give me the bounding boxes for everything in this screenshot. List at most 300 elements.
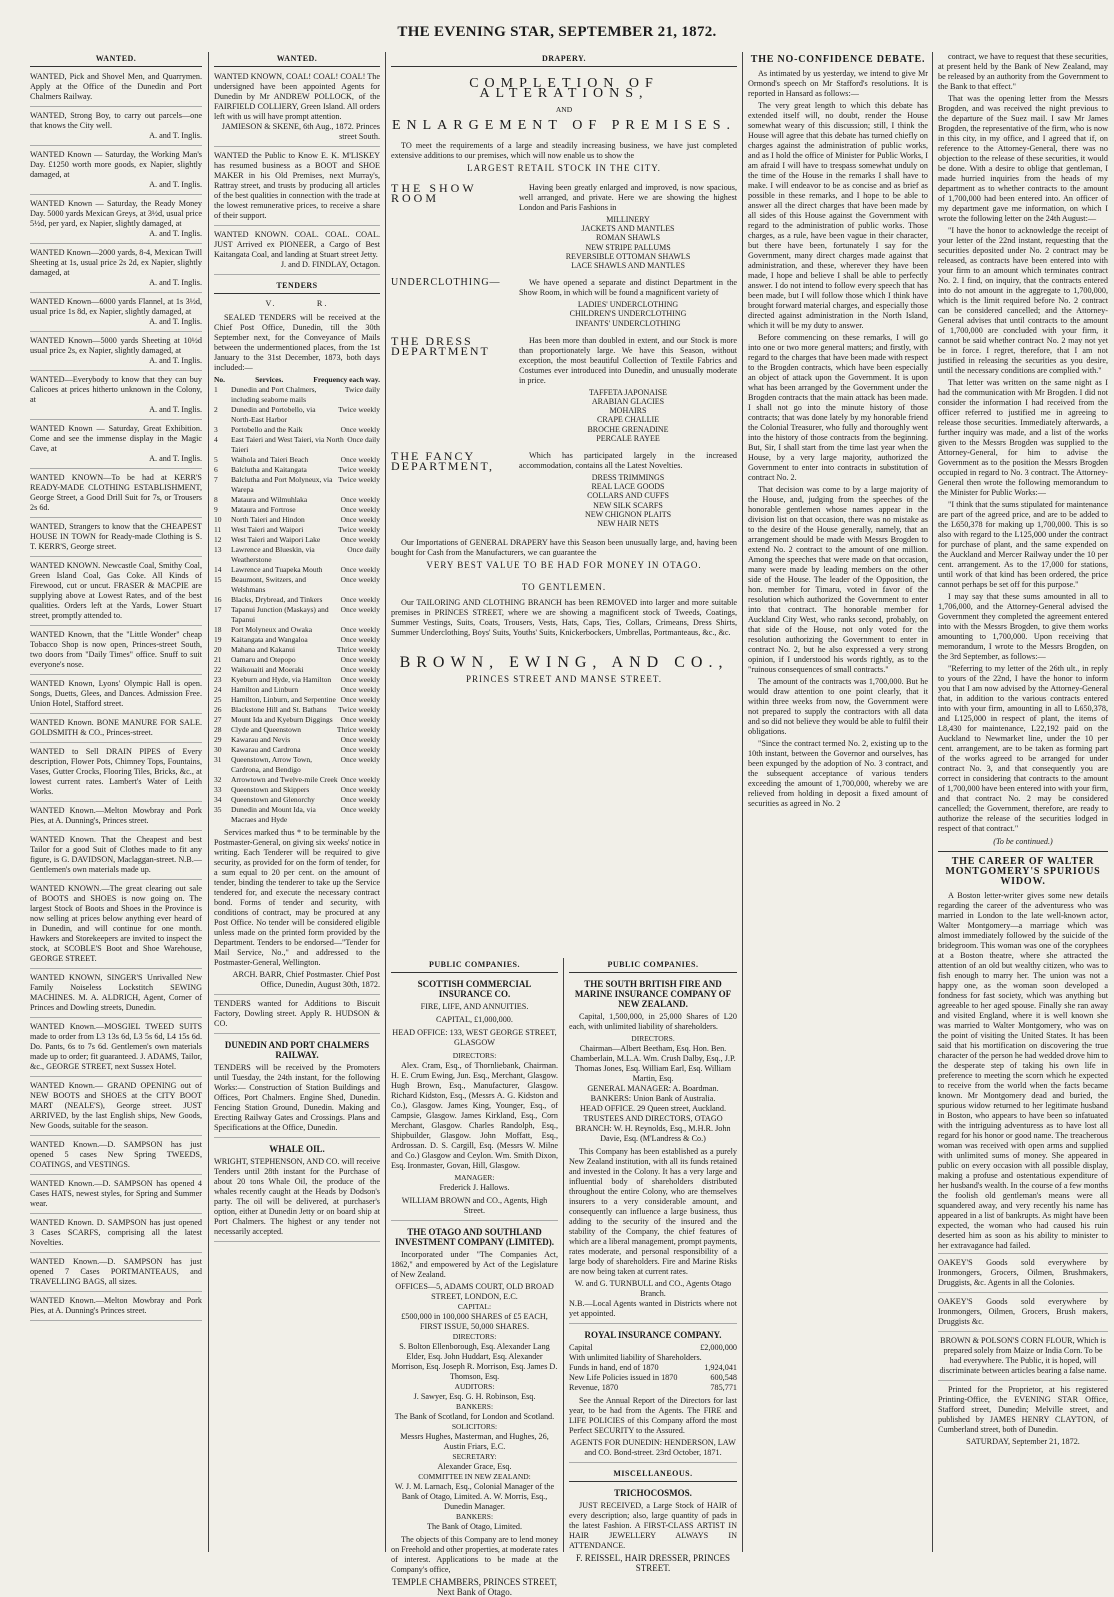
mail-service: Hamilton, Linburn, and Serpentine bbox=[231, 695, 336, 704]
mail-service: Mount Ida and Kyeburn Diggings bbox=[231, 715, 333, 724]
classified-ad bbox=[30, 297, 202, 332]
mail-no: 9 bbox=[214, 505, 218, 514]
royal-value: 600,548 bbox=[710, 1373, 737, 1382]
ad-text: WANTED Known, Lyons' Olympic Hall is open. Songs, Duetts, Glees, and Dances. Admission Free. Union Hotel, Stafford street. bbox=[30, 679, 202, 708]
mail-row bbox=[214, 515, 380, 525]
ad-text: WANTED Known.—MOSGIEL TWEED SUITS made to order from L3 13s 6d, L3 5s 6d, L4 15s 6d. Do. Pants, 6s to 7s 6d. Gentlemen's own materials made up to order; fit guaranteed. J. ADAMS, Tailor, &c., GEORGE STREET, next Sussex Hotel. bbox=[30, 1022, 202, 1071]
ad-text: WANTED, Strong Boy, to carry out parcels—one that knows the City well. bbox=[30, 111, 202, 130]
imprint: Printed for the Proprietor, at his registered Printing-Office, the EVENING STAR Office, Stafford street, Dunedin; Melville street, and published by JAMES HENRY CLAYTON, of Cumberland street, both of Dunedin. bbox=[938, 1385, 1108, 1434]
mail-service: Queenstown, Arrow Town, Cardrona, and Bendigo bbox=[231, 755, 312, 774]
mail-row bbox=[214, 475, 380, 495]
mail-no: 7 bbox=[214, 475, 218, 484]
dress-text: Has been more than doubled in extent, and our Stock is more than proportionately large. We have this Season, without exception, the most beautiful Collection of Textile Fabrics and Costumes ever introduced into Dunedin, and unusually moderate in price. bbox=[519, 335, 737, 385]
firm-address: PRINCES STREET AND MANSE STREET. bbox=[466, 674, 662, 685]
mail-no: 12 bbox=[214, 535, 222, 544]
classified-ad bbox=[30, 111, 202, 146]
article-paragraph: "I think that the sums stipulated for maintenance are part of the agreed price, and are to be added to the L650,378 for making up 1,700,000. This is so also with regard to the L125,000 under the contract for purchase of plant, and the same expended on the Auckland and Mercer Railway under the 10 per cent. arrangement. As to the 17,000 for stations, until work of that kind has been ordered, the price cannot perhaps be set off for this purpose." bbox=[938, 500, 1108, 589]
mail-frequency: Once weekly bbox=[340, 455, 380, 464]
ad-text: WANTED Known.—D. SAMPSON has just opened 7 Cases PORTMANTEAUS, and TRAVELLING BAGS, all sizes. bbox=[30, 1257, 202, 1286]
mail-no: 26 bbox=[214, 705, 222, 714]
mail-no: 29 bbox=[214, 735, 222, 744]
mail-row bbox=[214, 715, 380, 725]
mail-row bbox=[214, 535, 380, 545]
otago-bankers-label: BANKERS: bbox=[455, 1402, 494, 1411]
column-rule bbox=[208, 52, 209, 1552]
classified-ad bbox=[30, 199, 202, 244]
mail-row bbox=[214, 785, 380, 795]
article-paragraph: Before commencing on these remarks, I will go into one or two more general matters; and firstly, with regard to the charges that have been made with respect to the Brogden contracts, which have been especially an object of attack upon the Government. It is upon what has been arranged by the Government under the Brogden contracts that the main attack has been made. I shall not go into the minute history of those contracts; that was done lately by my honorable friend the Colonial Treasurer, who fully and thoroughly went into the history of those contracts from the beginning. But, Sir, I shall start from the time last year when the House, by a very large majority, authorized the Government to enter into contracts in substitution of contract No. 2. bbox=[748, 333, 928, 482]
fancy-title: THE FANCY DEPARTMENT, bbox=[391, 449, 494, 474]
mail-header-frequency: Frequency each way. bbox=[313, 375, 380, 384]
miscellaneous-header: MISCELLANEOUS. bbox=[569, 1467, 737, 1482]
classified-ad bbox=[30, 630, 202, 675]
south-british-capital: Capital, 1,500,000, in 25,000 Shares of L20 each, with unlimited liability of shareholders. bbox=[569, 1012, 737, 1031]
otago-auditors-label: AUDITORS: bbox=[454, 1382, 495, 1391]
ad-signature: J. and D. FINDLAY, Octagon. bbox=[280, 260, 380, 269]
ad-text: WANTED—Everybody to know that they can buy Calicoes at prices hitherto unknown in the Colony, at bbox=[30, 375, 202, 404]
trichocosmos-sign: F. REISSEL, HAIR DRESSER, PRINCES STREET. bbox=[575, 1553, 731, 1573]
showroom-title: THE SHOW ROOM bbox=[391, 181, 477, 205]
classified-ad bbox=[30, 747, 202, 802]
mail-frequency: Once weekly bbox=[340, 505, 380, 514]
ad-text: WANTED Known — Saturday, Great Exhibition. Come and see the immense display in the Magic Cave, at bbox=[30, 424, 202, 453]
mail-service: Mataura and Fortrose bbox=[231, 505, 296, 514]
mail-frequency: Once daily bbox=[347, 545, 380, 554]
underclothing-item: CHILDREN'S UNDERCLOTHING bbox=[569, 309, 687, 319]
mail-no: 8 bbox=[214, 495, 218, 504]
south-british-note: N.B.—Local Agents wanted in Districts where not yet appointed. bbox=[569, 1299, 737, 1324]
mail-no: 21 bbox=[214, 655, 222, 664]
fancy-item: REAL LACE GOODS bbox=[591, 482, 665, 492]
mail-row bbox=[214, 755, 380, 775]
otago-committee: W. J. M. Larnach, Esq., Colonial Manager of the Bank of Otago, Limited. A. W. Morris, Esq., Dunedin Manager. bbox=[394, 1482, 555, 1511]
mail-frequency: Once weekly bbox=[340, 665, 380, 674]
mail-frequency: Once weekly bbox=[340, 755, 380, 764]
otago-directors: S. Bolton Ellenborough, Esq. Alexander Lang Elder, Esq. John Huddart, Esq. Alexander Morrison, Esq. Joseph R. Morrison, Esq. James D. Thomson, Esq. bbox=[391, 1342, 558, 1381]
dress-item: PERCALE RAYEE bbox=[596, 433, 660, 443]
article-paragraph: The very great length to which this debate has extended itself will, no doubt, render the House somewhat weary of this discussion; still, I think the House will agree that this debate has turned chiefly on charges against the administration of public works, and as I hold the office of Minister for Public Works, I am afraid I will have to trespass somewhat unduly on the time of the House in the remarks I shall have to make. I will endeavor to be as concise and as brief as possible in these remarks, and I hope to be able to answer all the direct charges that have been made by all sides of this House against the Government with regard to the administration of public works. Those charges, as a rule, have been vague in their character, but there have been, fortunately I say for the Government, many direct charges made against that administration, and these, wherever they have been made, I hope and believe I shall be able to perfectly answer. I do not intend to follow every speech that has been made, but I will follow those which I think have brought forward material charges, and especially those directed against administration in the North Island, which it will be my duty to answer. bbox=[748, 101, 928, 330]
classified-ad bbox=[30, 835, 202, 880]
fancy-item: DRESS TRIMMINGS bbox=[591, 473, 665, 483]
mail-service: Tapanui Junction (Maskays) and Tapanui bbox=[231, 605, 329, 624]
masthead: THE EVENING STAR, SEPTEMBER 21, 1872. bbox=[397, 24, 717, 40]
mail-row bbox=[214, 525, 380, 535]
otago-title: THE OTAGO AND SOUTHLAND INVESTMENT COMPANY (LIMITED). bbox=[394, 1227, 555, 1247]
otago-bankers2-label: BANKERS: bbox=[455, 1512, 494, 1521]
ad-text: WANTED Known — Saturday, the Ready Money Day. 5000 yards Mexican Greys, at 3½d, usual price 5½d, per yard, ex Napier, slightly damaged, at bbox=[30, 199, 202, 228]
article-paragraph: "Referring to my letter of the 26th ult., in reply to yours of the 22nd, I have the honor to inform you that I am now advised by the Attorney-General that, in addition to the various contracts entered into with your firm, amounting in all to L650,378, and L125,000 in respect of plant, the items of L8,430 for maintenance, L22,192 paid on the Auckland to Newmarket line, under the 10 per cent. arrangement, are to be taken as forming part of the works agreed to be arranged for under contract No. 3, and that consequently you are correct in considering that contracts to the amount of 1,700,000 have been entered into with your firm, and that contract No. 2 may be considered cancelled; the Government, therefore, are ready to authorize the release of the securities lodged in respect of that contract." bbox=[938, 664, 1108, 833]
ad-text: WANTED Known.—Melton Mowbray and Pork Pies, at A. Dunning's, Princes street. bbox=[30, 806, 202, 825]
mail-service: Kyeburn and Hyde, via Hamilton bbox=[231, 675, 332, 684]
ad-signature: A. and T. Inglis. bbox=[149, 229, 202, 238]
dress-item: MOHAIRS bbox=[609, 406, 647, 416]
royal-figures bbox=[569, 1343, 737, 1393]
showroom-item: ROMAN SHAWLS bbox=[595, 233, 661, 243]
dress-item: CRAPE CHALLIE bbox=[597, 415, 659, 425]
mail-table bbox=[214, 385, 380, 825]
whale-title: WHALE OIL. bbox=[269, 1144, 325, 1154]
mail-no: 1 bbox=[214, 385, 218, 394]
south-british-head: HEAD OFFICE. 29 Queen street, Auckland. bbox=[580, 1104, 726, 1113]
oakey-ad-2: OAKEY'S Goods sold everywhere by Ironmongers, Oilmen, Grocers, Brush makers, Druggists &c. bbox=[938, 1297, 1108, 1332]
mail-row bbox=[214, 645, 380, 655]
royal-arms-caption: V. R. bbox=[265, 299, 329, 308]
ad-text: WANTED Known—5000 yards Sheeting at 10½d usual price 2s, ex Napier, slightly damaged, at bbox=[30, 336, 202, 355]
otago-solicitors: Messrs Hughes, Masterman, and Hughes, 26, Austin Friars, E.C. bbox=[400, 1432, 549, 1451]
ad-text: WANTED KNOWN.—The great clearing out sale of BOOTS and SHOES is now going on. The largest Stock of Boots and Shoes in the Province is now selling at prices below anything ever heard of in Dunedin, and will continue for one month. Hawkers and Storekeepers are invited to inspect the stock, at SCOBLE'S Boot and Shoe Warehouse, GEORGE STREET. bbox=[30, 884, 202, 963]
mail-row bbox=[214, 465, 380, 475]
mail-header-no: No. bbox=[214, 375, 226, 384]
article-paragraph: "I have the honor to acknowledge the receipt of your letter of the 22nd instant, requesting that the securities deposited under No. 2 contract may be released, as contracts have been entered into with your firm to an amount which terminates contract No. 2. I find, on inquiry, that the contracts entered into do not amount in the aggregate to 1,700,000, which is the limit required before No. 2 contract can be considered cancelled; and the Attorney-General advises that until contracts to the amount of 1,700,000 are concluded with your firm, it cannot be said whether contract No. 2 may not yet be in force. I regret, therefore, that I am not justified in releasing the securities as you desire, until the necessary conditions are complied with." bbox=[938, 226, 1108, 375]
mail-no: 32 bbox=[214, 775, 222, 784]
classified-ad bbox=[214, 230, 380, 275]
classified-ad bbox=[30, 1022, 202, 1077]
otago-office: OFFICES—5, ADAMS COURT, OLD BROAD STREET, LONDON, E.C. bbox=[395, 1282, 554, 1301]
mail-no: 25 bbox=[214, 695, 222, 704]
public-companies-right bbox=[569, 958, 737, 1573]
article-continuation bbox=[938, 52, 1108, 834]
mail-no: 35 bbox=[214, 805, 222, 814]
mail-frequency: Once weekly bbox=[340, 635, 380, 644]
otago-auditors: J. Sawyer, Esq. G. H. Robinson, Esq. bbox=[413, 1392, 536, 1401]
mail-service: Blackstone Hill and St. Bathans bbox=[231, 705, 327, 714]
column-continuation bbox=[938, 52, 1108, 1552]
mail-no: 15 bbox=[214, 575, 222, 584]
mail-no: 18 bbox=[214, 625, 222, 634]
underclothing-body bbox=[519, 278, 737, 328]
ad-text: WANTED Known, that the "Little Wonder" cheap Tobacco Shop is now open, Princes-street South, two doors from "Daily Times" office. Snuff to suit everyone's nose. bbox=[30, 630, 202, 669]
mail-row bbox=[214, 735, 380, 745]
ad-text: WANTED Known — Saturday, the Working Man's Day. £1250 worth more goods, ex Napier, slightly damaged, at bbox=[30, 150, 202, 179]
dress-item: BROCHE GRENADINE bbox=[587, 424, 669, 434]
career-title: THE CAREER OF WALTER MONTGOMERY'S SPURIOUS WIDOW. bbox=[945, 856, 1101, 887]
scottish-title: SCOTTISH COMMERCIAL INSURANCE CO. bbox=[417, 979, 532, 999]
scottish-agents: WILLIAM BROWN and CO., Agents, High Street. bbox=[391, 1196, 558, 1221]
mail-service: East Taieri and West Taieri, via North Taieri bbox=[231, 435, 344, 454]
mail-row bbox=[214, 665, 380, 675]
article-paragraph: That decision was come to by a large majority of the House, and, judging from the speeches of the honorable gentlemen whose names appear in the division list on that occasion, there was no mistake as to the desire of the House generally, namely, that an arrangement should be made with Messrs Brogden to extend No. 2 contract to the amount of one million. Among the speeches that were made on that occasion, many were made by leading members on the other side of the House. The leader of the Opposition, the hon. member for Timaru, voted in favor of the resolution which authorized the Government to enter into that contract. The honorable member for Auckland City West, who ranks second, probably, on that side of the House, not only voted for the resolution authorizing the Government to enter in contract No. 2, but he also expressed a very strong opinion, if I understood his words rightly, as to the "ruinous consequences of small contracts." bbox=[748, 485, 928, 674]
article-paragraph: That letter was written on the same night as I had the communication with Mr Brogden. I did not consider the information I had received from the officer referred to justified me in agreeing to release those securities. Immediately afterwards, a further inquiry was made, and a list of the works given to the Messrs Brogden was supplied to the Attorney-General, for him to advise the Government as to the position the Messrs Brogden occupied in regard to No. 3 contract. The Attorney-General then wrote the following memorandum to the Minister for Public Works:— bbox=[938, 378, 1108, 497]
scottish-directors-label: DIRECTORS: bbox=[452, 1051, 497, 1060]
royal-title: ROYAL INSURANCE COMPANY. bbox=[584, 1330, 722, 1340]
fancy-block bbox=[391, 451, 737, 528]
ad-signature: A. and T. Inglis. bbox=[149, 454, 202, 463]
otago-secretary-label: SECRETARY: bbox=[452, 1452, 497, 1461]
mail-intro: SEALED TENDERS will be received at the Chief Post Office, Dunedin, till the 30th September next, for the Conveyance of Mails between the undermentioned places, from the 1st January to the 31st December, 1873, both days included:— bbox=[214, 313, 380, 372]
drapery-advert bbox=[391, 52, 737, 957]
mail-row bbox=[214, 405, 380, 425]
classified-ad bbox=[30, 561, 202, 626]
mail-row bbox=[214, 775, 380, 785]
mail-service: Mahana and Kakanui bbox=[231, 645, 296, 654]
south-british-trustees: TRUSTEES AND DIRECTORS, OTAGO BRANCH: W. H. Reynolds, Esq., M.H.R. John Davie, Esq. (M'Landress & Co.) bbox=[575, 1114, 731, 1143]
whale-text: WRIGHT, STEPHENSON, AND CO. will receive Tenders until 28th instant for the Purchase of about 20 tons Whale Oil, the produce of the whales recently caught at the Heads by Dodson's party. The oil will be delivered, at purchaser's option, either at Dunedin Jetty or on board ship at Port Chalmers. The highest or any tender not necessarily accepted. bbox=[214, 1157, 380, 1242]
article-body bbox=[748, 69, 928, 809]
mail-service: Arrowtown and Twelve-mile Creek bbox=[231, 775, 338, 784]
mail-service: Dunedin and Mount Ida, via Macraes and Hyde bbox=[231, 805, 316, 824]
mail-service: Kaitangata and Wangaloa bbox=[231, 635, 308, 644]
mail-no: 4 bbox=[214, 435, 218, 444]
ad-text: WANTED Known.—D. SAMPSON has just opened 5 cases New Spring TWEEDS, COATINGS, and VESTINGS. bbox=[30, 1140, 202, 1169]
column-wanted-2 bbox=[214, 52, 380, 1552]
section-header: DRAPERY. bbox=[391, 52, 737, 67]
mail-no: 17 bbox=[214, 605, 222, 614]
railway-text: TENDERS will be received by the Promoters until Tuesday, the 24th instant, for the following Works:— Construction of Station Buildings and Offices, Port Chalmers. Engine Shed, Dunedin. Fencing Station Ground, Dunedin. Making and Erecting Railway Gates and Crossings. Plans and Specifications at the Office, Dunedin. bbox=[214, 1063, 380, 1138]
ad-text: WANTED Known—6000 yards Flannel, at 1s 3½d, usual price 1s 8d, ex Napier, slightly damaged, at bbox=[30, 297, 202, 316]
tenders-header: TENDERS bbox=[214, 279, 380, 294]
showroom-item: MILLINERY bbox=[606, 215, 650, 224]
classified-ad bbox=[30, 150, 202, 195]
mail-no: 27 bbox=[214, 715, 222, 724]
classified-ad bbox=[30, 336, 202, 371]
ad-signature: A. and T. Inglis. bbox=[149, 405, 202, 414]
underclothing-items bbox=[519, 300, 737, 328]
mail-frequency: Once weekly bbox=[340, 795, 380, 804]
imports-big: VERY BEST VALUE TO BE HAD FOR MONEY IN OTAGO. bbox=[426, 560, 702, 571]
royal-label: Funds in hand, end of 1870 bbox=[569, 1363, 659, 1372]
south-british-title: THE SOUTH BRITISH FIRE AND MARINE INSURANCE COMPANY OF NEW ZEALAND. bbox=[574, 979, 732, 1009]
mail-service: Clyde and Queenstown bbox=[231, 725, 301, 734]
mail-no: 20 bbox=[214, 645, 222, 654]
mail-no: 34 bbox=[214, 795, 222, 804]
royal-label: Revenue, 1870 bbox=[569, 1383, 619, 1392]
mail-no: 10 bbox=[214, 515, 222, 524]
mail-frequency: Once weekly bbox=[340, 425, 380, 434]
oakey-ad-1: OAKEY'S Goods sold everywhere by Ironmongers, Grocers, Oilmen, Brushmakers, Druggists, &c. Agents in all the Colonies. bbox=[938, 1253, 1108, 1293]
mail-row bbox=[214, 695, 380, 705]
gents-text: Our TAILORING AND CLOTHING BRANCH has been REMOVED into larger and more suitable premises in PRINCES STREET, where we are showing a magnificent stock of Tweeds, Coatings, Summer Vestings, Suits, Coats, Trousers, Vests, Hats, Caps, Ties, Collars, Crimeans, Dress Shirts, Summer Underclothing, Boys' Suits, Youths' Suits, Knickerbockers, Umbrellas, Portmanteaus, &c., &c. bbox=[391, 598, 737, 638]
article-paragraph: As intimated by us yesterday, we intend to give Mr Ormond's speech on Mr Stafford's resolutions. It is reported in Hansard as follows:— bbox=[748, 69, 928, 98]
showroom-item: REVERSIBLE OTTOMAN SHAWLS bbox=[565, 251, 691, 261]
column-rule bbox=[385, 52, 386, 1552]
ad-text: WANTED the Public to Know E. K. M'LISKEY has resumed business as a BOOT and SHOE MAKER in his Old Premises, next Murray's, Rattray street, and trusts by producing all articles of the best qualities in connection with the trade at the lowest remunerative prices, to receive a share of their support. bbox=[214, 151, 380, 220]
classified-ad bbox=[30, 1179, 202, 1214]
ad-signature: A. and T. Inglis. bbox=[149, 278, 202, 287]
section-header: PUBLIC COMPANIES. bbox=[391, 958, 558, 973]
mail-frequency: Once daily bbox=[347, 435, 380, 444]
mail-row bbox=[214, 605, 380, 625]
classified-ad bbox=[30, 679, 202, 714]
article-paragraph: I may say that these sums amounted in all to 1,706,000, and the Attorney-General advised the Government they completed the agreement entered into with the Messrs Brogden, to give them works amounting to 1,700,000. Upon receiving that memorandum, I wrote to the Messrs Brogden, on the 3rd September, as follows:— bbox=[938, 592, 1108, 661]
mail-row bbox=[214, 595, 380, 605]
trichocosmos-text: JUST RECEIVED, a Large Stock of HAIR of every description; also, large quantity of pads in the latest Fashion. A FIRST-CLASS ARTIST IN HAIR JEWELLERY ALWAYS IN ATTENDANCE. bbox=[569, 1501, 737, 1550]
mail-row bbox=[214, 425, 380, 435]
continued-note: (To be continued.) bbox=[938, 837, 1108, 852]
mail-row bbox=[214, 685, 380, 695]
mail-row bbox=[214, 455, 380, 465]
mail-row bbox=[214, 505, 380, 515]
mail-no: 6 bbox=[214, 465, 218, 474]
classified-ad bbox=[30, 473, 202, 518]
scottish-directors: Alex. Cram, Esq., of Thornliebank, Chairman. H. E. Crum Ewing, Jun. Esq., Merchant, Glasgow. Hugh Brown, Esq., Manufacturer, Glasgow. Richard Kidston, Esq., (Messrs A. G. Kidston and Co.), Glasgow. James King, Younger, Esq., of Campsie, Glasgow. James Kirkland, Esq., Corn Merchant, Glasgow. Charles Randolph, Esq., Shipbuilder, Glasgow. John Moffatt, Esq., Ardrossan. D. S. Cargill, Esq. (Messrs W. Milne and Co.) Glasgow and Ceylon. Wm. Smith Dixon, Esq. Ironmaster, Govan, Hill, Glasgow. bbox=[391, 1061, 558, 1170]
south-british-manager: GENERAL MANAGER: A. Boardman. bbox=[587, 1084, 719, 1093]
mail-service: Waihola and Taieri Beach bbox=[231, 455, 309, 464]
showroom-text: Having been greatly enlarged and improved, is now spacious, well arranged, and private. Here we are showing the highest London and Paris Fashions in bbox=[519, 183, 737, 212]
imprint-date: SATURDAY, September 21, 1872. bbox=[966, 1437, 1080, 1446]
royal-value: 785,771 bbox=[710, 1383, 737, 1392]
article-paragraph: "Since the contract termed No. 2, existing up to the 10th instant, between the Governor and ourselves, has been expunged by the adoption of No. 3 contract, and the subsequent acceptance of various tenders exceeding the amount of 1,700,000, whereby we are relieved from holding in deposit a fixed amount of securities as agreed in No. 2 bbox=[748, 739, 928, 808]
mail-frequency: Once weekly bbox=[340, 595, 380, 604]
mail-no: 19 bbox=[214, 635, 222, 644]
underclothing-text: We have opened a separate and distinct Department in the Show Room, in which will be found a magnificent variety of bbox=[519, 278, 737, 298]
otago-solicitors-label: SOLICITORS: bbox=[451, 1422, 498, 1431]
dress-item: ARABIAN GLACIES bbox=[591, 397, 665, 407]
ad-text: WANTED Known.—Melton Mowbray and Pork Pies, at A. Dunning's Princes street. bbox=[30, 1296, 202, 1315]
underclothing-item: INFANTS' UNDERCLOTHING bbox=[575, 318, 681, 328]
mail-frequency: Twice weekly bbox=[338, 525, 380, 534]
mail-row bbox=[214, 545, 380, 565]
corn-flour-ad: BROWN & POLSON'S CORN FLOUR, Which is prepared solely from Maize or India Corn. To be had everywhere. The Public, it is hoped, will discriminate between articles bearing a false name. bbox=[938, 1336, 1108, 1381]
column-rule bbox=[563, 958, 564, 1552]
trichocosmos-title: TRICHOCOSMOS. bbox=[614, 1488, 692, 1498]
mail-frequency: Once weekly bbox=[340, 735, 380, 744]
firm-name: BROWN, EWING, AND CO., bbox=[399, 654, 729, 672]
ad-text: WANTED to Sell DRAIN PIPES of Every description, Flower Pots, Chimney Tops, Fountains, Vases, Gutter Crocks, Flooring Tiles, Bricks, &c., at lowest current rates. Lambert's Water of Leith Works. bbox=[30, 747, 202, 796]
fancy-item: COLLARS AND CUFFS bbox=[587, 491, 669, 501]
mail-row bbox=[214, 435, 380, 455]
royal-value: £2,000,000 bbox=[700, 1343, 737, 1352]
mail-service: Kawarau and Nevis bbox=[231, 735, 291, 744]
mail-row bbox=[214, 655, 380, 665]
mail-service: Hamilton and Linburn bbox=[231, 685, 299, 694]
mail-frequency: Once weekly bbox=[340, 655, 380, 664]
ad-text: WANTED KNOWN, SINGER'S Unrivalled New Family Noiseless Lockstitch SEWING MACHINES. M. A. ALDRICH, Agent, Corner of Princes and Dowling streets, Dunedin. bbox=[30, 973, 202, 1012]
mail-frequency: Once weekly bbox=[340, 695, 380, 704]
royal-agents: AGENTS FOR DUNEDIN: HENDERSON, LAW and CO. Bond-street. 23rd October, 1871. bbox=[569, 1438, 737, 1463]
classified-ad bbox=[214, 72, 380, 147]
dress-block bbox=[391, 333, 737, 443]
classified-ad bbox=[30, 522, 202, 557]
ads-list bbox=[30, 72, 202, 1321]
otago-capital: £500,000 in 100,000 SHARES of £5 EACH, FIRST ISSUE, 50,000 SHARES. bbox=[401, 1312, 548, 1331]
ad-text: WANTED Known. D. SAMPSON has just opened 3 Cases SCARFS, comprising all the latest Novelties. bbox=[30, 1218, 202, 1247]
mail-row bbox=[214, 745, 380, 755]
mail-footer: Services marked thus * to be terminable by the Postmaster-General, on giving six weeks' notice in writing. Each Tenderer will be required to give security, as provided for on the form of tender, for a sum equal to 20 per cent. on the amount of tender, binding the tenderer to take up the Service tendered for, and execute the necessary contract bond. Forms of tender and security, with conditions of contract, may be procured at any Post Office. No tender will be considered eligible unless made on the printed form provided by the Department. Tenders to be endorsed—"Tender for Mail Service, No.," and addressed to the Postmaster-General, Wellington. bbox=[214, 828, 380, 967]
otago-footer2: TEMPLE CHAMBERS, PRINCES STREET, Next Bank of Otago. bbox=[391, 1577, 558, 1597]
mail-service: Balclutha and Kaitangata bbox=[231, 465, 307, 474]
fancy-item: NEW HAIR NETS bbox=[597, 519, 659, 529]
mail-frequency: Once weekly bbox=[340, 515, 380, 524]
ad-text: WANTED Known.— GRAND OPENING out of NEW BOOTS and SHOES at the CITY BOOT MART (NEALE'S), George street. JUST ARRIVED, by the last English ships, New Goods, New Goods, suitable for the season. bbox=[30, 1081, 202, 1130]
mail-frequency: Once weekly bbox=[340, 565, 380, 574]
ad-text: WANTED Known. That the Cheapest and best Tailor for a good Suit of Clothes made to fit any figure, is G. DAVIDSON, Maclaggan-street. N.B.—Gentlemen's own materials made up. bbox=[30, 835, 202, 874]
underclothing-item: LADIES' UNDERCLOTHING bbox=[577, 300, 679, 310]
dress-body bbox=[519, 336, 737, 443]
showroom-body bbox=[519, 183, 737, 270]
ad-signature: A. and T. Inglis. bbox=[149, 317, 202, 326]
mail-no: 2 bbox=[214, 405, 218, 414]
ads-list bbox=[214, 72, 380, 275]
royal-row bbox=[569, 1383, 737, 1393]
classified-ad bbox=[30, 1140, 202, 1175]
banner-completion: COMPLETION OF ALTERATIONS, bbox=[469, 76, 659, 101]
mail-no: 31 bbox=[214, 755, 222, 764]
south-british-directors: Chairman—Albert Beetham, Esq. Hon. Ben. Chamberlain, M.L.A. Wm. Crush Dalby, Esq., J.P. Thomas Jones, Esq. William Earl, Esq. William Martin, Esq. bbox=[570, 1044, 736, 1083]
fancy-item: NEW SILK SCARFS bbox=[593, 500, 663, 510]
otago-capital-label: CAPITAL: bbox=[457, 1302, 492, 1311]
south-british-directors-label: DIRECTORS. bbox=[631, 1034, 675, 1043]
mail-no: 30 bbox=[214, 745, 222, 754]
ad-text: WANTED KNOWN. COAL. COAL. COAL. JUST Arrived ex PIONEER, a Cargo of Best Kaitangata Coal, and landing at Stuart street Jetty. bbox=[214, 230, 380, 259]
otago-directors-label: DIRECTORS: bbox=[452, 1332, 497, 1341]
south-british-agent: W. and G. TURNBULL and CO., Agents Otago Branch. bbox=[574, 1279, 732, 1298]
mail-frequency: Once weekly bbox=[340, 675, 380, 684]
imports-text: Our Importations of GENERAL DRAPERY have this Season been unusually large, and, having been bought for Cash from the Manufacturers, we can guarantee the bbox=[391, 538, 737, 558]
mail-header-services: Services. bbox=[255, 375, 284, 384]
drapery-intro-big: LARGEST RETAIL STOCK IN THE CITY. bbox=[467, 163, 661, 173]
mail-table-header bbox=[214, 375, 380, 385]
mail-frequency: Once weekly bbox=[340, 775, 380, 784]
public-companies-left bbox=[391, 958, 558, 1597]
classified-ad bbox=[30, 806, 202, 831]
ad-signature: A. and T. Inglis. bbox=[149, 180, 202, 189]
scottish-manager: Frederick J. Hallows. bbox=[439, 1183, 510, 1192]
royal-row bbox=[569, 1353, 737, 1363]
classified-ad bbox=[30, 1257, 202, 1292]
gents-title: TO GENTLEMEN. bbox=[521, 582, 607, 593]
mail-frequency: Thrice weekly bbox=[336, 645, 380, 654]
mail-frequency: Once weekly bbox=[340, 605, 380, 614]
royal-label: New Life Policies issued in 1870 bbox=[569, 1373, 678, 1382]
mail-service: Beaumont, Switzers, and Welshmans bbox=[231, 575, 306, 594]
mail-no: 28 bbox=[214, 725, 222, 734]
showroom-items bbox=[519, 215, 737, 270]
classified-ad bbox=[30, 375, 202, 420]
mail-service: Port Molyneux and Owaka bbox=[231, 625, 313, 634]
classified-ad bbox=[30, 884, 202, 969]
career-text: A Boston letter-writer gives some new details regarding the career of the adventuress who was married in London to the late well-known actor, Walter Montgomery—a marriage which was almost immediately followed by the suicide of the bridegroom. This woman was one of the coryphees at a Boston theatre, where she attracted the attention of an old but wealthy citizen, who was to fish enough to marry her. The union was not a happy one, as the woman soon developed a fondness for fast society, which was anything but agreeable to her aged spouse. Finally she ran away and visited England, where it is well known she was married to Walter Montgomery, who was on the point of visiting the United States. It has been said that his mortification on discovering the true character of the person he had wedded drove him to the desperate step of taking his own life in preference to meeting the scorn which he expected to receive from the world when the facts became known. Mr Montgomery dead and buried, the spurious widow returned to her legitimate husband in Boston, who appears to have been so infatuated with the intriguing adventuress as to have lost all regard for his honor or good name. The treacherous woman was received with open arms and supplied with unlimited sums of money. She appeared in public on every occasion with all possible display, making a profuse and ostentatious expenditure of her husband's wealth. In the course of a few months the foolish old gentleman's means were all squandered away, and very recently his name has appeared in a list of bankrupts. As might have been expected, the woman who had caused his ruin deserted him as soon as his ability to minister to her extravagance had failed. bbox=[938, 891, 1108, 1250]
article-paragraph: The amount of the contracts was 1,700,000. But he would draw attention to one point clearly, that it within three weeks from now, the Government were not prepared to supply the contractors with all data and so did not believe they would be able to fulfil their obligations. bbox=[748, 677, 928, 736]
otago-bankers2: The Bank of Otago, Limited. bbox=[426, 1522, 523, 1531]
column-no-confidence bbox=[748, 52, 928, 1552]
banner-and: AND bbox=[555, 105, 573, 114]
south-british-text: This Company has been established as a purely New Zealand institution, with all its funds retained and invested in the Colony. It has a very large and influential body of shareholders distributed throughout the entire Colony, who are themselves insurers to a very considerable amount, and consequently can influence a large business, thus adding to the security of the insured and the stability of the Company, the chief features of which are a liberal management, prompt payments, rates moderate, and personal responsibility of a large body of shareholders. Fire and Marine Risks are now being taken at current rates. bbox=[569, 1147, 737, 1276]
mail-no: 13 bbox=[214, 545, 222, 554]
mail-row bbox=[214, 705, 380, 715]
otago-committee-label: COMMITTEE IN NEW ZEALAND: bbox=[418, 1472, 531, 1481]
royal-label: With unlimited liability of Shareholders. bbox=[569, 1353, 702, 1362]
mail-no: 24 bbox=[214, 685, 222, 694]
ad-signature: JAMIESON & SKENE, 6th Aug., 1872. Princes street South. bbox=[221, 122, 380, 141]
showroom-item: NEW STRIPE PALLUMS bbox=[585, 242, 671, 252]
mail-frequency: Once weekly bbox=[340, 715, 380, 724]
royal-label: Capital bbox=[569, 1343, 593, 1352]
mail-no: 5 bbox=[214, 455, 218, 464]
section-header: WANTED. bbox=[214, 52, 380, 67]
mail-frequency: Twice weekly bbox=[338, 705, 380, 714]
ad-text: WANTED, Pick and Shovel Men, and Quarrymen. Apply at the Office of the Dunedin and Port Chalmers Railway. bbox=[30, 72, 202, 101]
fancy-items bbox=[519, 473, 737, 528]
fancy-item: NEW CHIGNON PLAITS bbox=[584, 509, 672, 519]
classified-ad bbox=[30, 973, 202, 1018]
dress-title: THE DRESS DEPARTMENT bbox=[391, 333, 490, 358]
mail-row bbox=[214, 565, 380, 575]
mail-sign: ARCH. BARR, Chief Postmaster. Chief Post Office, Dunedin, August 30th, 1872. bbox=[214, 970, 380, 995]
mail-service: North Taieri and Hindon bbox=[231, 515, 305, 524]
mail-service: Queenstown and Glenorchy bbox=[231, 795, 315, 804]
article-title: THE NO-CONFIDENCE DEBATE. bbox=[750, 54, 926, 65]
mail-service: Blacks, Drybread, and Tinkers bbox=[231, 595, 323, 604]
underclothing-title: UNDERCLOTHING— bbox=[391, 277, 501, 289]
scottish-capital: CAPITAL, £1,000,000. bbox=[436, 1015, 513, 1024]
mail-row bbox=[214, 725, 380, 735]
classified-ad bbox=[30, 718, 202, 743]
article-paragraph: That was the opening letter from the Messrs Brogden, and was received the night previous to the departure of the Suez mail. I saw Mr James Brogden, the representative of the firm, who is now in this city, in my office, and I agreed that if, on reference to the Attorney-General, there was no objection to the release of these securities, it would be done. With a desire to oblige that gentleman, I made hurried inquiries from the heads of my department as to whether contracts to the amount of 1,700,000 had been entered into. An officer of my department gave me information, on which I wrote the following letter on the 24th August:— bbox=[938, 94, 1108, 223]
otago-text: Incorporated under "The Companies Act, 1862," and empowered by Act of the Legislature of New Zealand. bbox=[391, 1250, 558, 1279]
mail-service: Waikouaiti and Moeraki bbox=[231, 665, 304, 674]
royal-row bbox=[569, 1363, 737, 1373]
ad-text: WANTED KNOWN. Newcastle Coal, Smithy Coal, Green Island Coal, Gas Coke. All Kinds of Firewood, cut or uncut. FRASER & MACPIE are supplying above at Lowest Rates, and of the best qualities. Orders left at the Yards, Lower Stuart street, promptly attended to. bbox=[30, 561, 202, 620]
